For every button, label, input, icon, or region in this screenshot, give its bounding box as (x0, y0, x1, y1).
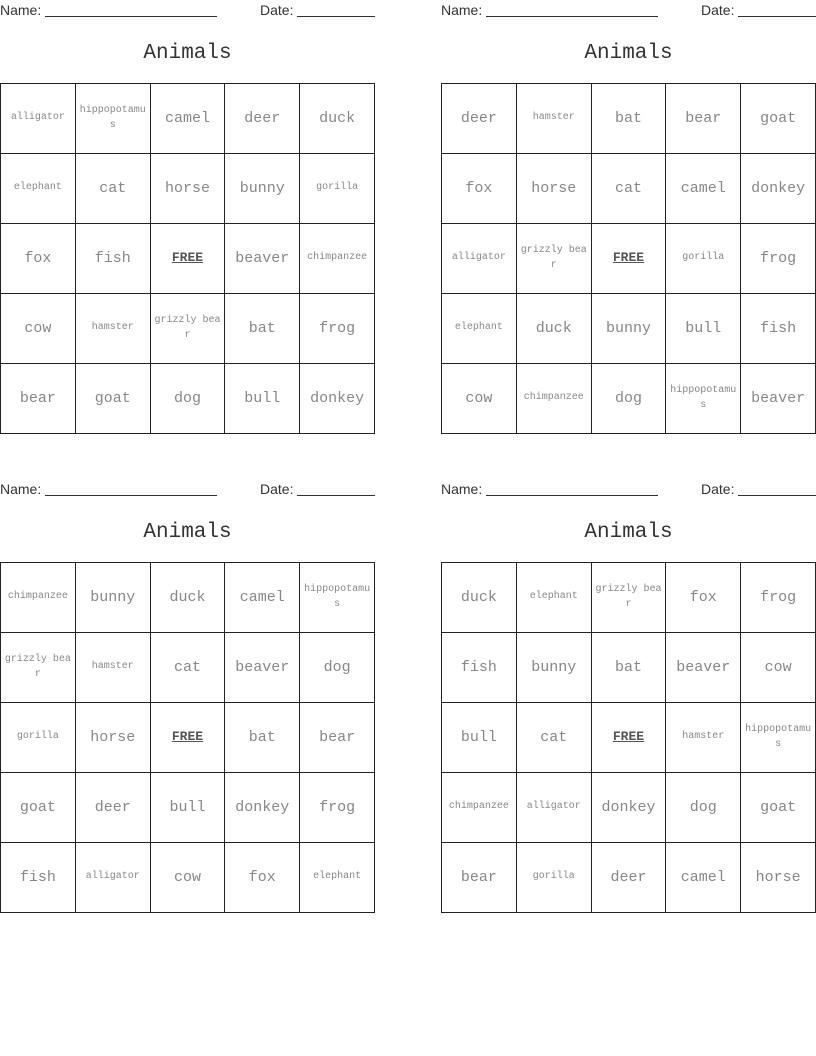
bingo-cell: cat (151, 633, 226, 703)
bingo-cell: bunny (517, 633, 592, 703)
bingo-cell: bull (151, 773, 226, 843)
bingo-cell: hamster (517, 84, 592, 154)
bingo-cell: beaver (666, 633, 741, 703)
bingo-card (0, 479, 375, 919)
bingo-cell: dog (300, 633, 375, 703)
bingo-cell: elephant (1, 154, 76, 224)
bingo-cell: grizzly bear (592, 563, 667, 633)
bingo-cell: grizzly bear (517, 224, 592, 294)
bingo-cell: alligator (517, 773, 592, 843)
bingo-cell: hippopotamus (300, 563, 375, 633)
date-label: Date: (260, 2, 294, 18)
bingo-cell: camel (666, 843, 741, 913)
bingo-cell: bear (666, 84, 741, 154)
bingo-cell: duck (300, 84, 375, 154)
bingo-cell: hamster (76, 633, 151, 703)
name-label: Name: (441, 2, 483, 18)
bingo-cell: gorilla (666, 224, 741, 294)
bingo-cell: camel (151, 84, 226, 154)
bingo-cell: beaver (225, 633, 300, 703)
name-date-row (441, 0, 816, 22)
date-label: Date: (701, 481, 735, 497)
free-space-cell: FREE (151, 224, 226, 294)
bingo-cell: alligator (1, 84, 76, 154)
bingo-cell: frog (741, 224, 816, 294)
bingo-cell: duck (151, 563, 226, 633)
bingo-cell: goat (741, 84, 816, 154)
bingo-cell: fox (225, 843, 300, 913)
bingo-card (441, 0, 816, 440)
bingo-cell: elephant (442, 294, 517, 364)
bingo-cell: donkey (225, 773, 300, 843)
free-space-cell: FREE (592, 703, 667, 773)
bingo-cell: dog (151, 364, 226, 434)
bingo-cell: deer (442, 84, 517, 154)
name-blank-line (486, 495, 658, 496)
bingo-cell: bat (592, 84, 667, 154)
bingo-cell: elephant (517, 563, 592, 633)
name-label: Name: (441, 481, 483, 497)
bingo-cell: fox (442, 154, 517, 224)
card-title: Animals (143, 42, 232, 65)
bingo-cell: grizzly bear (151, 294, 226, 364)
bingo-cell: dog (592, 364, 667, 434)
bingo-cell: fox (666, 563, 741, 633)
bingo-cell: goat (741, 773, 816, 843)
bingo-cell: goat (76, 364, 151, 434)
bingo-cell: bunny (225, 154, 300, 224)
bingo-cell: grizzly bear (1, 633, 76, 703)
bingo-cell: cat (592, 154, 667, 224)
bingo-cell: bat (225, 294, 300, 364)
bingo-cell: chimpanzee (517, 364, 592, 434)
bingo-card (0, 0, 375, 440)
bingo-cell: alligator (76, 843, 151, 913)
bingo-cell: hippopotamus (76, 84, 151, 154)
bingo-cell: chimpanzee (1, 563, 76, 633)
date-blank-line (297, 495, 375, 496)
name-date-row (441, 479, 816, 501)
bingo-cell: horse (517, 154, 592, 224)
date-label: Date: (260, 481, 294, 497)
bingo-cell: bull (442, 703, 517, 773)
bingo-cell: gorilla (1, 703, 76, 773)
free-space-cell: FREE (151, 703, 226, 773)
bingo-cell: alligator (442, 224, 517, 294)
name-date-row (0, 0, 375, 22)
bingo-cell: bull (666, 294, 741, 364)
bingo-cell: cat (76, 154, 151, 224)
bingo-cell: gorilla (517, 843, 592, 913)
bingo-cell: cow (442, 364, 517, 434)
bingo-cell: hippopotamus (666, 364, 741, 434)
name-date-row (0, 479, 375, 501)
bingo-cell: hippopotamus (741, 703, 816, 773)
bingo-cell: beaver (225, 224, 300, 294)
date-blank-line (297, 16, 375, 17)
bingo-cell: frog (300, 773, 375, 843)
bingo-cell: frog (300, 294, 375, 364)
date-blank-line (738, 495, 816, 496)
bingo-cell: camel (666, 154, 741, 224)
bingo-cell: goat (1, 773, 76, 843)
bingo-grid (0, 562, 375, 913)
bingo-cell: horse (76, 703, 151, 773)
bingo-cell: bunny (592, 294, 667, 364)
bingo-cell: deer (76, 773, 151, 843)
bingo-cell: bat (592, 633, 667, 703)
bingo-cell: bear (1, 364, 76, 434)
name-label: Name: (0, 2, 42, 18)
bingo-cell: donkey (300, 364, 375, 434)
bingo-cell: fish (76, 224, 151, 294)
bingo-cell: fish (741, 294, 816, 364)
bingo-cell: bear (442, 843, 517, 913)
bingo-cell: duck (442, 563, 517, 633)
name-blank-line (45, 495, 217, 496)
bingo-cell: horse (151, 154, 226, 224)
bingo-cell: bunny (76, 563, 151, 633)
bingo-cell: fish (442, 633, 517, 703)
bingo-cell: cat (517, 703, 592, 773)
bingo-cell: horse (741, 843, 816, 913)
bingo-card (441, 479, 816, 919)
bingo-grid (0, 83, 375, 434)
card-title: Animals (584, 521, 673, 544)
bingo-cell: hamster (76, 294, 151, 364)
bingo-cell: gorilla (300, 154, 375, 224)
date-label: Date: (701, 2, 735, 18)
bingo-cell: deer (592, 843, 667, 913)
bingo-cell: donkey (592, 773, 667, 843)
bingo-cell: dog (666, 773, 741, 843)
bingo-cell: fox (1, 224, 76, 294)
card-title: Animals (584, 42, 673, 65)
bingo-cell: bat (225, 703, 300, 773)
bingo-cell: hamster (666, 703, 741, 773)
free-space-cell: FREE (592, 224, 667, 294)
bingo-cell: cow (151, 843, 226, 913)
bingo-cell: camel (225, 563, 300, 633)
bingo-cell: fish (1, 843, 76, 913)
bingo-cell: frog (741, 563, 816, 633)
bingo-cell: donkey (741, 154, 816, 224)
bingo-grid (441, 83, 816, 434)
bingo-cell: duck (517, 294, 592, 364)
name-blank-line (486, 16, 658, 17)
bingo-cell: elephant (300, 843, 375, 913)
bingo-grid (441, 562, 816, 913)
bingo-cell: chimpanzee (442, 773, 517, 843)
card-title: Animals (143, 521, 232, 544)
bingo-cell: cow (741, 633, 816, 703)
bingo-cell: chimpanzee (300, 224, 375, 294)
bingo-cell: beaver (741, 364, 816, 434)
name-blank-line (45, 16, 217, 17)
bingo-cell: cow (1, 294, 76, 364)
bingo-cell: bear (300, 703, 375, 773)
bingo-cell: deer (225, 84, 300, 154)
name-label: Name: (0, 481, 42, 497)
date-blank-line (738, 16, 816, 17)
bingo-cell: bull (225, 364, 300, 434)
